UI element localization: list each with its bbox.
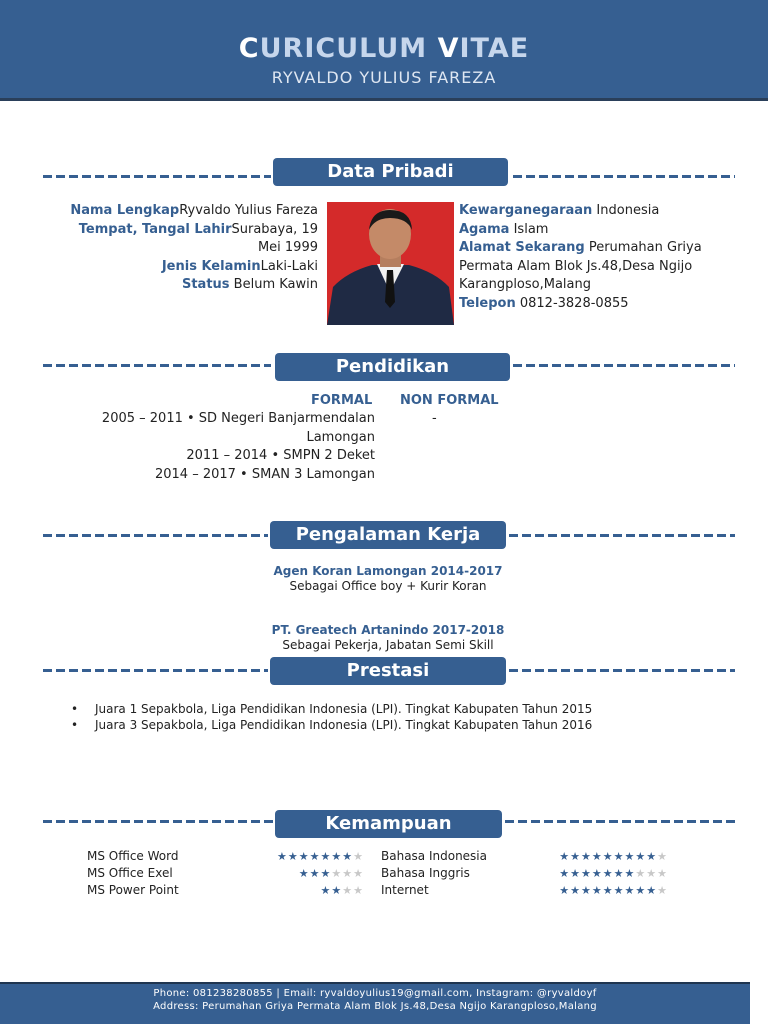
education-nonformal-heading: NON FORMAL [400, 393, 499, 408]
page-title [0, 33, 768, 64]
skill-name: Bahasa Inggris [381, 866, 470, 880]
star-icon: ★ [613, 850, 625, 863]
star-icon: ★ [353, 850, 364, 863]
divider [43, 364, 271, 367]
divider [43, 669, 268, 672]
star-icon: ★ [646, 850, 658, 863]
title-initial: C [238, 33, 260, 64]
star-icon: ★ [342, 884, 354, 897]
star-icon: ★ [309, 867, 321, 880]
star-icon: ★ [320, 867, 332, 880]
skill-name: MS Power Point [87, 883, 179, 897]
skill-rating [559, 882, 668, 899]
section-pendidikan: Pendidikan [275, 353, 510, 381]
star-icon: ★ [570, 850, 581, 863]
label-jenis-kelamin: Jenis Kelamin [161, 258, 261, 274]
star-icon: ★ [624, 884, 636, 897]
star-icon: ★ [287, 850, 299, 863]
title-part: ITAE [459, 33, 530, 64]
education-item: Lamongan [306, 429, 375, 445]
skill-name: MS Office Exel [87, 866, 173, 880]
star-icon: ★ [331, 867, 343, 880]
profile-photo [327, 202, 454, 325]
star-icon: ★ [613, 884, 625, 897]
label-kewarganegaraan: Kewarganegaraan [459, 203, 593, 218]
star-icon: ★ [624, 867, 636, 880]
title-part: URICULUM [259, 33, 438, 64]
person-name: RYVALDO YULIUS FAREZA [271, 68, 497, 87]
footer-contact: Phone: 081238280855 | Email: ryvaldoyulius19@gmail.com, Instagram: @ryvaldoyf [153, 988, 597, 999]
star-icon: ★ [581, 884, 592, 897]
education-formal-heading: FORMAL [311, 393, 373, 408]
education-item: 2011 – 2014 • SMPN 2 Deket [186, 448, 375, 463]
skill-name: MS Office Word [87, 849, 179, 863]
star-icon: ★ [570, 884, 581, 897]
skill-rating [559, 848, 668, 865]
value-alamat-cont: Permata Alam Blok Js.48,Desa Ngijo [459, 258, 693, 274]
education-formal-list [102, 410, 375, 484]
value-telepon: 0812-3828-0855 [515, 295, 629, 311]
value-kewarganegaraan: Indonesia [592, 203, 660, 218]
star-icon: ★ [602, 867, 614, 880]
value-ttl-cont: Mei 1999 [257, 240, 318, 255]
star-icon: ★ [559, 850, 571, 863]
section-kemampuan: Kemampuan [275, 810, 502, 838]
experience-list [0, 564, 768, 653]
label-ttl: Tempat, Tangal Lahir [78, 221, 232, 237]
divider [43, 175, 271, 178]
skill-row [381, 865, 668, 882]
skill-rating [321, 882, 365, 899]
label-nama: Nama Lengkap [70, 203, 180, 218]
skills-left [87, 848, 364, 899]
star-icon: ★ [320, 884, 332, 897]
label-agama: Agama [459, 221, 510, 237]
star-icon: ★ [353, 884, 364, 897]
value-alamat: Perumahan Griya [584, 240, 702, 255]
star-icon: ★ [591, 850, 603, 863]
experience-desc: Sebagai Pekerja, Jabatan Semi Skill [282, 638, 494, 652]
footer-address: Address: Perumahan Griya Permata Alam Blok Js.48,Desa Ngijo Karangploso,Malang [153, 1001, 597, 1012]
star-icon: ★ [559, 884, 571, 897]
skill-row [87, 882, 364, 899]
label-alamat: Alamat Sekarang [459, 240, 585, 255]
section-data-pribadi: Data Pribadi [273, 158, 508, 186]
skill-name: Internet [381, 883, 429, 897]
star-icon: ★ [277, 850, 288, 863]
skill-rating [299, 865, 364, 882]
star-icon: ★ [298, 850, 310, 863]
personal-left [70, 202, 318, 295]
skill-row [381, 882, 668, 899]
education-item: 2014 – 2017 • SMAN 3 Lamongan [154, 466, 375, 482]
star-icon: ★ [331, 850, 343, 863]
skill-name: Bahasa Indonesia [381, 849, 487, 863]
achievement-list [95, 701, 592, 733]
education-nonformal-value: - [432, 411, 437, 426]
divider [513, 175, 735, 178]
star-icon: ★ [635, 867, 647, 880]
divider [505, 820, 735, 823]
skill-rating [277, 848, 364, 865]
divider [43, 820, 273, 823]
skill-row [87, 848, 364, 865]
section-prestasi: Prestasi [270, 657, 506, 685]
divider [509, 669, 735, 672]
value-status: Belum Kawin [229, 277, 318, 292]
star-icon: ★ [657, 884, 668, 897]
star-icon: ★ [635, 850, 647, 863]
title-initial: V [437, 33, 460, 64]
achievement-item: • Juara 1 Sepakbola, Liga Pendidikan Indonesia (LPI). Tingkat Kabupaten Tahun 2015 [95, 701, 592, 717]
value-ttl: Surabaya, 19 [231, 221, 318, 237]
personal-right [459, 202, 702, 313]
star-icon: ★ [602, 884, 614, 897]
star-icon: ★ [646, 884, 658, 897]
star-icon: ★ [331, 884, 343, 897]
skills-right [381, 848, 668, 899]
value-jenis-kelamin: Laki-Laki [260, 258, 318, 274]
star-icon: ★ [613, 867, 625, 880]
star-icon: ★ [320, 850, 332, 863]
star-icon: ★ [342, 850, 354, 863]
star-icon: ★ [624, 850, 636, 863]
section-pengalaman-kerja: Pengalaman Kerja [270, 521, 506, 549]
star-icon: ★ [581, 850, 592, 863]
star-icon: ★ [657, 867, 668, 880]
star-icon: ★ [635, 884, 647, 897]
divider [509, 534, 735, 537]
skill-row [87, 865, 364, 882]
achievement-item: • Juara 3 Sepakbola, Liga Pendidikan Indonesia (LPI). Tingkat Kabupaten Tahun 2016 [95, 717, 592, 733]
experience-desc: Sebagai Office boy + Kurir Koran [289, 579, 487, 593]
divider [513, 364, 735, 367]
star-icon: ★ [591, 884, 603, 897]
value-agama: Islam [509, 221, 549, 237]
value-alamat-cont: Karangploso,Malang [459, 277, 591, 292]
divider [43, 534, 268, 537]
skill-row [381, 848, 668, 865]
star-icon: ★ [646, 867, 658, 880]
star-icon: ★ [581, 867, 592, 880]
label-telepon: Telepon [459, 295, 516, 311]
star-icon: ★ [602, 850, 614, 863]
experience-title: PT. Greatech Artanindo 2017-2018 [271, 623, 505, 637]
star-icon: ★ [309, 850, 321, 863]
star-icon: ★ [353, 867, 364, 880]
star-icon: ★ [298, 867, 310, 880]
star-icon: ★ [657, 850, 668, 863]
star-icon: ★ [559, 867, 571, 880]
experience-title: Agen Koran Lamongan 2014-2017 [273, 564, 503, 578]
star-icon: ★ [591, 867, 603, 880]
star-icon: ★ [342, 867, 354, 880]
label-status: Status [181, 277, 230, 292]
skill-rating [559, 865, 668, 882]
star-icon: ★ [570, 867, 581, 880]
education-item: 2005 – 2011 • SD Negeri Banjarmendalan [101, 411, 375, 426]
value-nama: Ryvaldo Yulius Fareza [179, 203, 318, 218]
